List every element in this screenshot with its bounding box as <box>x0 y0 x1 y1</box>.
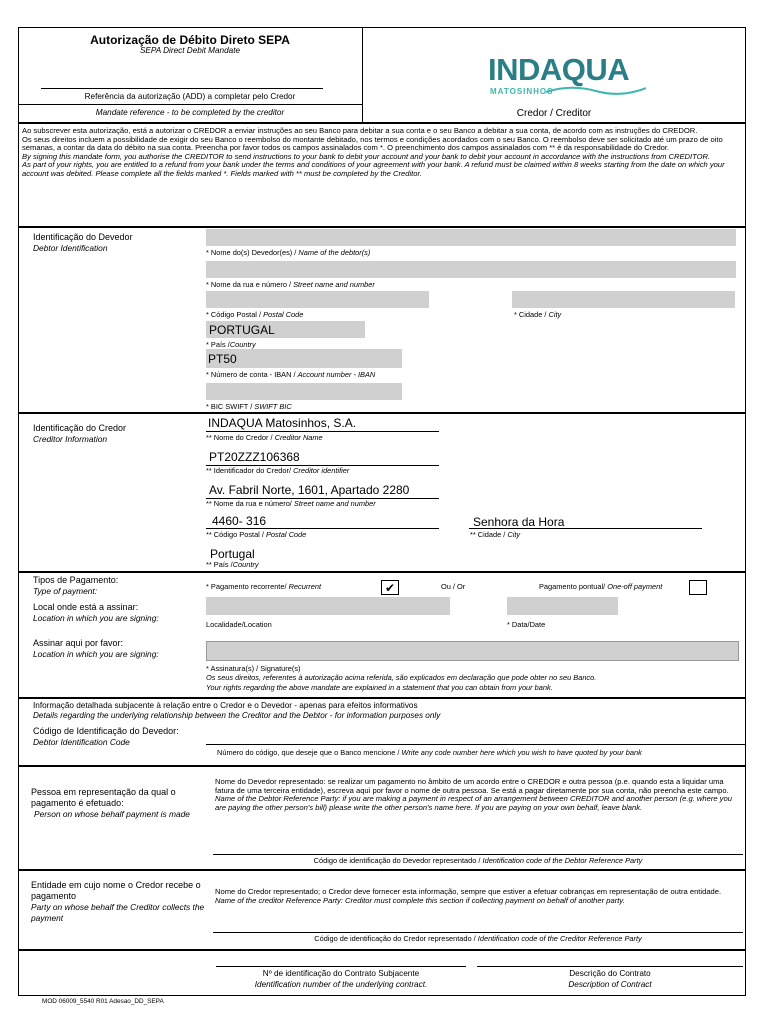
locality-input[interactable] <box>206 597 450 615</box>
creditor-street-label: ** Nome da rua e número/ Street name and number <box>206 499 376 508</box>
creditor-name-value: INDAQUA Matosinhos, S.A. <box>208 416 357 430</box>
details-title-pt: Informação detalhada subjacente à relação entre o Credor e o Devedor - apenas para efeitos informativos <box>33 701 418 710</box>
contract-desc-line[interactable] <box>477 966 743 967</box>
creditor-street-value: Av. Fabril Norte, 1601, Apartado 2280 <box>209 483 410 497</box>
creditor-ref-code-line[interactable] <box>213 932 743 933</box>
form-code: MOD 06009_5540 R01 Adesao_DD_SEPA <box>42 998 164 1005</box>
intro-en-2: As part of your rights, you are entitled to a refund from your bank under the terms and conditions of your agreement with your bank. A refund must be claimed within 8 weeks starting from the date on which your account was debited. Please complete all the fields marked *. Fields marked with ** must be completed by the Creditor. <box>22 160 725 178</box>
creditor-ref-code-label: Código de identificação do Credor representado / Identification code of the Creditor Reference Party <box>314 934 642 943</box>
creditor-city-label: ** Cidade / City <box>470 530 521 539</box>
rights-en: Your rights regarding the above mandate are explained in a statement that you can obtain from your bank. <box>206 683 553 692</box>
debtor-ref-code-label: Código de identificação do Devedor representado / Identification code of the Debtor Reference Party <box>313 856 643 865</box>
check-icon: ✔ <box>384 581 396 595</box>
debtor-postal-input[interactable] <box>206 291 429 308</box>
or-label: Ou / Or <box>441 582 466 591</box>
logo-subtitle: MATOSINHOS <box>490 87 554 96</box>
oneoff-label: Pagamento pontual/ One-off payment <box>539 582 663 591</box>
debtor-ref-note: Nome do Devedor representado: se realizar um pagamento no âmbito de um acordo entre o CREDOR e outra pessoa (p.e. quando esta a liquidar uma fatura de uma terceira entidade), escreva aqui por favor o nome de outra pessoa. Se está a pagar diretamente por sua conta, não preencha este campo. Name of the Debtor Reference Party: if you are making a payment in respect of an arrangement between CREDITOR and another person (e.g. where you are paying the other person's bill) please write the other person's name here. If you are paying on your own behalf, leave blank. <box>215 777 732 812</box>
mandate-ref-line <box>41 88 323 89</box>
debtor-iban-label: * Número de conta - IBAN / Account number - IBAN <box>206 370 376 379</box>
debtor-iban-value: PT50 <box>208 352 237 366</box>
recurrent-checkbox[interactable] <box>381 580 399 595</box>
date-label: * Data/Date <box>507 620 546 629</box>
contract-number-pt: Nº de identificação do Contrato Subjacente <box>262 969 420 978</box>
logo-wordmark: INDAQUA <box>488 52 630 87</box>
debtor-street-input[interactable] <box>206 261 736 278</box>
debtor-section-title: Identificação do Devedor Debtor Identification <box>33 232 133 253</box>
debtor-country-label: * País /Country <box>206 340 256 349</box>
creditor-header-label: Credor / Creditor <box>516 108 592 119</box>
creditor-name-label: ** Nome do Credor / Creditor Name <box>206 433 323 442</box>
contract-desc-en: Description of Contract <box>568 980 652 989</box>
signature-input[interactable] <box>206 641 739 661</box>
contract-desc-pt: Descrição do Contrato <box>569 969 651 978</box>
creditor-id-value: PT20ZZZ106368 <box>209 450 300 464</box>
creditor-country-label: ** País /Country <box>206 560 259 569</box>
header-inner-line <box>18 104 362 105</box>
logo-wave-icon <box>546 84 646 98</box>
intro-en-1: By signing this mandate form, you authorise the CREDITOR to send instructions to your bank to debit your account and your bank to debit your account in accordance with the instructions from CREDITOR. <box>22 151 711 161</box>
creditor-city-value: Senhora da Hora <box>473 515 565 529</box>
form-title: Autorização de Débito Direto SEPA <box>90 33 290 47</box>
sign-title: Assinar aqui por favor: Location in which you are signing: <box>33 638 159 659</box>
debtor-country-value: PORTUGAL <box>209 323 275 337</box>
debtor-street-label: * Nome da rua e número / Street name and number <box>206 280 375 289</box>
contract-number-en: Identification number of the underlying contract. <box>254 980 428 989</box>
debtor-code-title: Código de Identificação do Devedor: Debtor Identification Code <box>33 726 179 747</box>
debtor-city-input[interactable] <box>512 291 735 308</box>
debtor-iban-input[interactable] <box>206 349 402 368</box>
form-subtitle: SEPA Direct Debit Mandate <box>139 46 241 55</box>
debtor-name-input[interactable] <box>206 229 736 246</box>
debtor-ref-title: Pessoa em representação da qual o pagamento é efetuado: Person on whose behalf payment is made <box>31 787 190 819</box>
creditor-id-label: ** Identificador do Credor/ Creditor identifier <box>206 466 350 475</box>
creditor-postal-label: ** Código Postal / Postal Code <box>206 530 307 539</box>
debtor-code-note: Número do código, que deseje que o Banco mencione / Write any code number here which you wish to have quoted by your bank <box>217 748 642 757</box>
locality-label: Localidade/Location <box>206 620 272 629</box>
creditor-section-title: Identificação do Credor Creditor Information <box>33 423 127 444</box>
mandate-ref-label-pt: Referência da autorização (ADD) a completar pelo Credor <box>84 92 296 101</box>
date-input[interactable] <box>507 597 618 615</box>
mandate-ref-label-en: Mandate reference - to be completed by the creditor <box>95 108 285 117</box>
debtor-code-line[interactable] <box>206 744 746 745</box>
contract-number-line[interactable] <box>216 966 466 967</box>
intro-pt-1: Ao subscrever esta autorização, está a autorizar o CREDOR a enviar instruções ao seu Banco para debitar a sua conta e o seu Banco a debitar a sua conta, de acordo com as instruções do CREDOR. <box>22 126 698 135</box>
creditor-postal-value: 4460- 316 <box>212 514 267 528</box>
intro-text <box>22 127 740 179</box>
creditor-country-value: Portugal <box>210 547 255 561</box>
indaqua-logo <box>488 54 648 100</box>
debtor-postal-label: * Código Postal / Postal Code <box>206 310 304 319</box>
debtor-bic-input[interactable] <box>206 383 402 400</box>
creditor-ref-note: Nome do Credor representado; o Credor deve fornecer esta informação, sempre que estiver a efetuar cobranças em representação de outra entidade. Name of the creditor Reference Party: Creditor must complete this section if collecting payment on behalf of another party. <box>215 887 722 905</box>
oneoff-checkbox[interactable] <box>689 580 707 595</box>
debtor-name-label: * Nome do(s) Devedor(es) / Name of the debtor(s) <box>206 248 371 257</box>
details-title-en: Details regarding the underlying relationship between the Creditor and the Debtor - for information purposes only <box>33 711 441 720</box>
debtor-city-label: * Cidade / City <box>514 310 562 319</box>
payment-type-title: Tipos de Pagamento: Type of payment: <box>33 575 119 596</box>
debtor-ref-code-line[interactable] <box>213 854 743 855</box>
recurrent-label: * Pagamento recorrente/ Recurrent <box>206 582 322 591</box>
debtor-bic-label: * BIC SWIFT / SWIFT BIC <box>206 402 292 411</box>
creditor-ref-title: Entidade em cujo nome o Credor recebe o pagamento Party on whose behalf the Creditor collects the payment <box>31 880 205 923</box>
rights-pt: Os seus direitos, referentes à autorização acima referida, são explicados em declaração que pode obter no seu Banco. <box>206 673 597 682</box>
location-title: Local onde está a assinar: Location in which you are signing: <box>33 602 159 623</box>
intro-pt-2: Os seus direitos incluem a possibilidade de exigir do seu Banco o reembolso do montante debitado, nos termos e condições acordados com o seu Banco. O reembolso deve ser solicitado até um prazo de oito semanas, a contar da data do débito na sua conta. Preencha por favor todos os campos assinalados com *. O preenchimento dos campos assinalados com ** é da responsabilidade do Credor. <box>22 134 723 153</box>
debtor-country-input[interactable] <box>206 321 365 338</box>
signature-label: * Assinatura(s) / Signature(s) <box>206 664 301 673</box>
